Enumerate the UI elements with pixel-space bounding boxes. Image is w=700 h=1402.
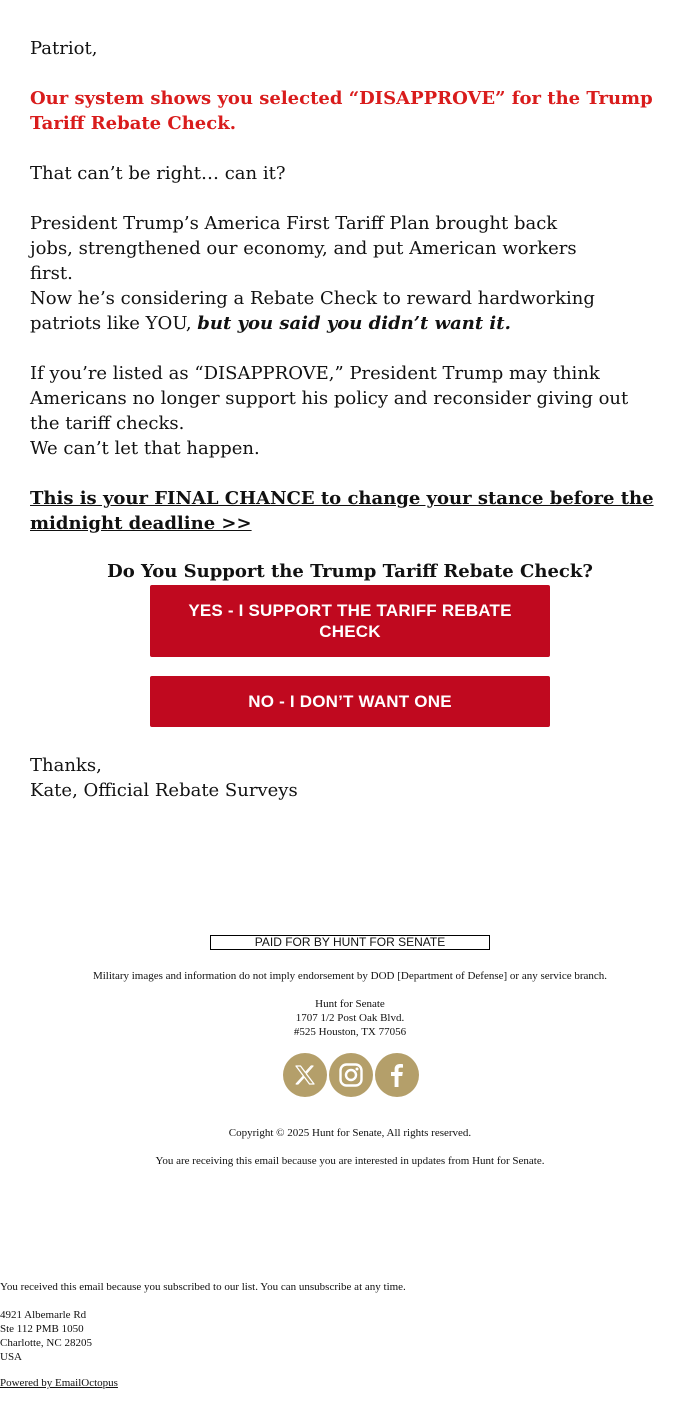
paragraph-3: [30, 286, 660, 336]
facebook-icon: [385, 1062, 409, 1088]
org-address-line-1: 1707 1/2 Post Oak Blvd.: [295, 1012, 405, 1024]
x-icon: [293, 1063, 317, 1087]
greeting: Patriot,: [30, 38, 98, 59]
org-name: Hunt for Senate: [315, 998, 385, 1010]
no-button-label: NO - I DON’T WANT ONE: [248, 692, 452, 711]
provider-address-line: USA: [0, 1351, 23, 1363]
paragraph-3-emphasis: but you said you didn’t want it.: [197, 313, 511, 334]
instagram-icon: [338, 1062, 364, 1088]
signoff: Thanks,: [30, 755, 102, 776]
subscription-notice: You received this email because you subscribed to our list. You can unsubscribe at any time.: [0, 1281, 406, 1293]
provider-address-line: 4921 Albemarle Rd: [0, 1309, 87, 1321]
provider-address: [0, 1308, 92, 1364]
provider-address-line: Ste 112 PMB 1050: [0, 1323, 84, 1335]
provider-address-line: Charlotte, NC 28205: [0, 1337, 92, 1349]
powered-by-link[interactable]: Powered by EmailOctopus: [0, 1377, 118, 1389]
x-social-link[interactable]: [283, 1053, 327, 1097]
paid-for-box: PAID FOR BY HUNT FOR SENATE: [210, 935, 490, 950]
paragraph-1: That can’t be right… can it?: [30, 163, 286, 184]
facebook-social-link[interactable]: [375, 1053, 419, 1097]
paragraph-5: We can’t let that happen.: [30, 438, 260, 459]
receiving-notice: You are receiving this email because you are interested in updates from Hunt for Senate.: [155, 1155, 545, 1167]
social-links: [283, 1053, 419, 1097]
powered-by: [0, 1376, 118, 1390]
paragraph-4: If you’re listed as “DISAPPROVE,” President Trump may think Americans no longer support his policy and reconsider giving out the tariff checks.: [30, 363, 629, 434]
signature: Kate, Official Rebate Surveys: [30, 780, 298, 801]
headline: Our system shows you selected “DISAPPROVE” for the Trump Tariff Rebate Check.: [30, 88, 653, 134]
instagram-social-link[interactable]: [329, 1053, 373, 1097]
paragraph-2: President Trump’s America First Tariff Plan brought back jobs, strengthened our economy, and put American workers first.: [30, 213, 577, 284]
no-button[interactable]: [150, 676, 550, 727]
paragraph-3-text: Now he’s considering a Rebate Check to reward hardworking patriots like YOU,: [30, 288, 595, 334]
final-chance-link[interactable]: This is your FINAL CHANCE to change your stance before the midnight deadline >>: [30, 488, 654, 534]
yes-button-label: YES - I SUPPORT THE TARIFF REBATE CHECK: [188, 601, 512, 641]
org-address: [0, 997, 700, 1039]
dod-disclaimer: Military images and information do not imply endorsement by DOD [Department of Defense] or any service branch.: [92, 970, 608, 982]
copyright: Copyright © 2025 Hunt for Senate, All rights reserved.: [228, 1127, 472, 1139]
org-address-line-2: #525 Houston, TX 77056: [293, 1026, 407, 1038]
survey-question: Do You Support the Trump Tariff Rebate Check?: [107, 561, 593, 582]
yes-support-button[interactable]: [150, 585, 550, 657]
